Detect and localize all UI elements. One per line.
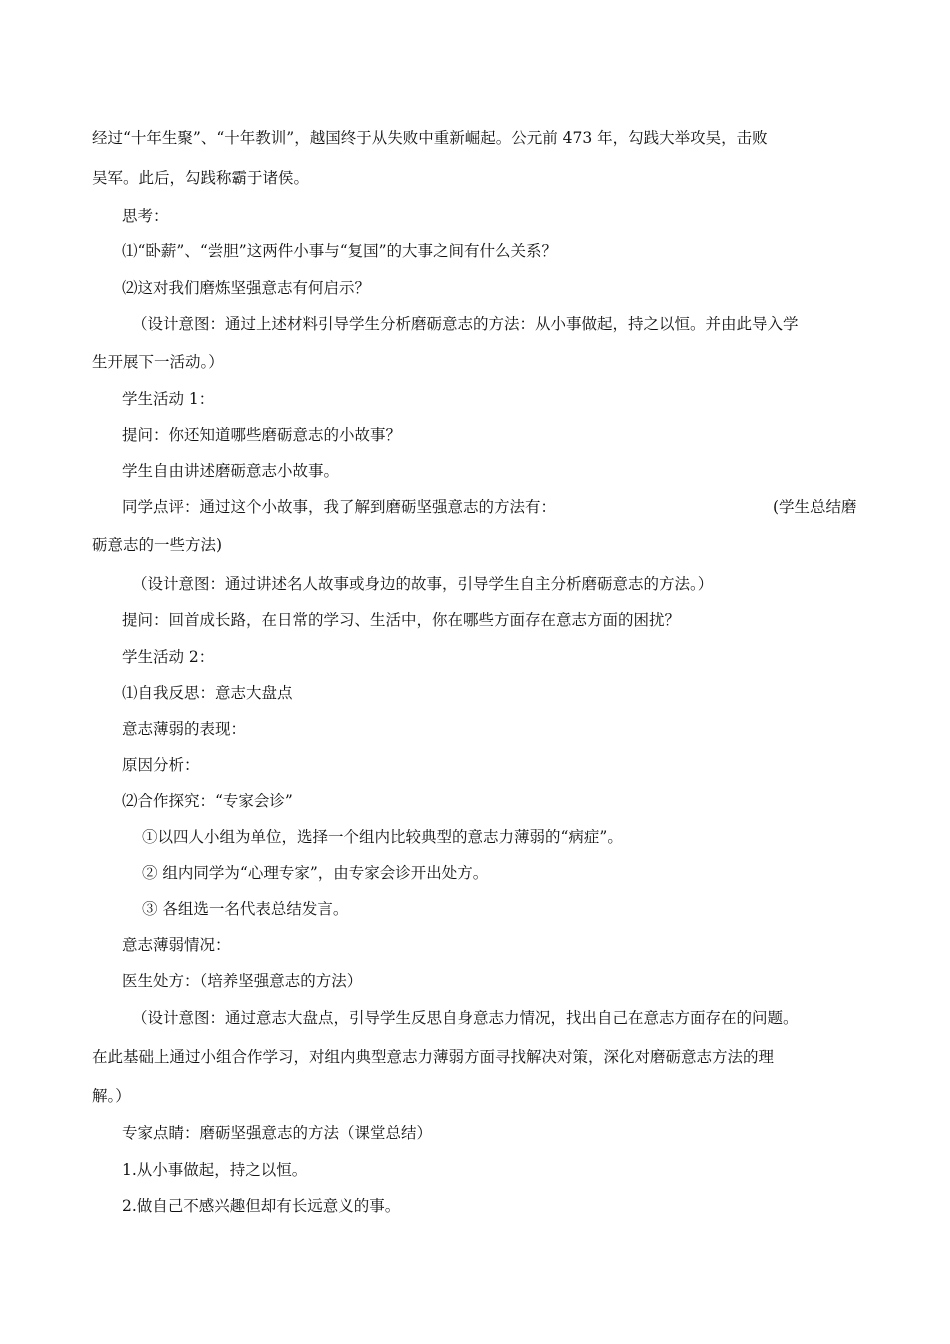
think-label: 思考： xyxy=(122,207,169,225)
cause-analysis: 原因分析： xyxy=(122,756,200,774)
question-2: ⑵这对我们磨炼坚强意志有何启示？ xyxy=(122,279,371,297)
peer-review-note: (学生总结磨 xyxy=(773,498,857,516)
method-2: 2.做自己不感兴趣但却有长远意义的事。 xyxy=(122,1197,401,1215)
ask-1: 提问：你还知道哪些磨砺意志的小故事？ xyxy=(122,426,402,444)
step-3: ③ 各组选一名代表总结发言。 xyxy=(142,900,349,918)
activity-2-label: 学生活动 2： xyxy=(122,648,215,666)
design-note-3-cont: 在此基础上通过小组合作学习，对组内典型意志力薄弱方面寻找解决对策，深化对磨砺意志方法的理 xyxy=(92,1048,775,1066)
design-note-1: （设计意图：通过上述材料引导学生分析磨砺意志的方法：从小事做起，持之以恒。并由此导入学 xyxy=(132,315,799,333)
weak-case: 意志薄弱情况： xyxy=(122,936,231,954)
step-2: ② 组内同学为“心理专家”，由专家会诊开出处方。 xyxy=(142,864,489,882)
weak-show: 意志薄弱的表现： xyxy=(122,720,247,738)
peer-review: 同学点评：通过这个小故事，我了解到磨砺坚强意志的方法有： xyxy=(122,498,557,516)
self-reflect: ⑴自我反思：意志大盘点 xyxy=(122,684,293,702)
coop-explore: ⑵合作探究：“专家会诊” xyxy=(122,792,293,810)
design-note-3: （设计意图：通过意志大盘点，引导学生反思自身意志力情况，找出自己在意志方面存在的问题。 xyxy=(132,1009,799,1027)
method-1: 1.从小事做起，持之以恒。 xyxy=(122,1161,308,1179)
design-note-2: （设计意图：通过讲述名人故事或身边的故事，引导学生自主分析磨砺意志的方法。） xyxy=(132,575,714,593)
activity-1-label: 学生活动 1： xyxy=(122,390,215,408)
ask-2: 提问：回首成长路，在日常的学习、生活中，你在哪些方面存在意志方面的困扰？ xyxy=(122,611,681,629)
design-note-3-end: 解。） xyxy=(92,1087,131,1105)
step-1: ①以四人小组为单位，选择一个组内比较典型的意志力薄弱的“病症”。 xyxy=(142,828,623,846)
question-1: ⑴“卧薪”、“尝胆”这两件小事与“复国”的大事之间有什么关系？ xyxy=(122,242,558,260)
paragraph-line: 吴军。此后，勾践称霸于诸侯。 xyxy=(92,169,310,187)
peer-review-cont: 砺意志的一些方法) xyxy=(92,536,223,554)
expert-summary: 专家点睛：磨砺坚强意志的方法（课堂总结） xyxy=(122,1124,433,1142)
prescription: 医生处方：（培养坚强意志的方法） xyxy=(122,972,363,990)
design-note-1-cont: 生开展下一活动。） xyxy=(92,353,224,371)
story-line: 学生自由讲述磨砺意志小故事。 xyxy=(122,462,340,480)
paragraph-line: 经过“十年生聚”、“十年教训”，越国终于从失败中重新崛起。公元前 473 年，勾践大举攻吴，击败 xyxy=(92,129,768,147)
